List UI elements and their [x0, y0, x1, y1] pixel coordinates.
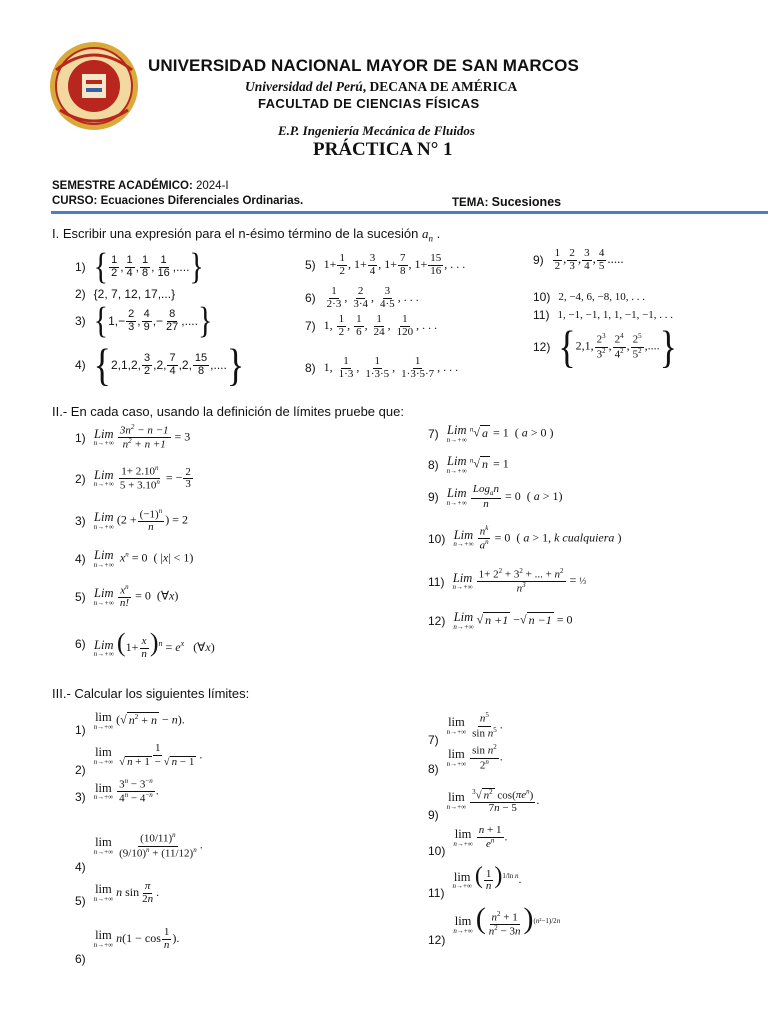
- limit-calc-8: 8) lim n→+∞ $\frac{\sin n^2}{2^n}$ .: [428, 743, 503, 776]
- university-seal-logo: [48, 40, 140, 132]
- limit-calc-2: 2) lim n→+∞ $\frac{1}{√ n + 1 - √ n - 1}$ .: [75, 742, 203, 777]
- limit-proof-12: 12) Lim n→+∞ √ n +1 −√ n −1 = 0: [428, 610, 573, 631]
- school-name: E.P. Ingeniería Mecánica de Fluidos: [278, 123, 475, 138]
- sequence-item-2: 2) {2, 7, 12, 17,...}: [75, 287, 176, 301]
- sequence-item-4: 4) { 2,1,2, $\frac{3}{2}$ ,2, $\frac{7}{4}$ ,2, $\frac{15}{8}$ ,.... }: [75, 340, 245, 390]
- section-2-title: II.- En cada caso, usando la definición de límites pruebe que:: [52, 404, 404, 419]
- sequence-item-8: 8) 1, $\frac{1}{1\cdot 3}$ , $\frac{1}{1\cdot 3\cdot 5}$ , $\frac{1}{1\cdot 3\cdot 5\cdot 7}$ , . . .: [305, 355, 459, 380]
- sequence-item-9: 9) $\frac{1}{2}$ , $\frac{2}{3}$ , $\frac{3}{4}$ , $\frac{4}{5}$ .....: [533, 247, 624, 272]
- limit-proof-6: 6) Lim n→+∞ (1+ $\frac{x}{n}$ )$^n = e^x$ (∀x): [75, 628, 215, 660]
- sequence-item-10: 10) 2, −4, 6, −8, 10, . . .: [533, 290, 646, 304]
- limit-calc-5: 5) lim n→+∞ n sin $\frac{\pi}{2n}$ .: [75, 879, 160, 908]
- sequence-item-12: 12) { 2,1, $\frac{2^3}{3^2}$ , $\frac{2^4}{4^2}$ , $\frac{2^5}{5^2}$ ,.... }: [533, 322, 677, 372]
- limit-proof-4: 4) Lim n→+∞ $x^n = 0$ ( |x| < 1): [75, 548, 194, 569]
- sequence-item-7: 7) 1, $\frac{1}{2}$ , $\frac{1}{6}$ , $\frac{1}{24}$ , $\frac{1}{120}$ , . . .: [305, 313, 438, 338]
- limit-proof-9: 9) Lim n→+∞ $\frac{Log_an}{n}$ = 0 ( a > 1): [428, 483, 563, 510]
- limit-calc-1: 1) lim n→+∞ (√ $n^2 + n - n$).: [75, 710, 185, 737]
- limit-calc-10: 10) lim n→+∞ $\frac{n + 1}{e^n}$ .: [428, 824, 508, 858]
- section-3-title: III.- Calcular los siguientes límites:: [52, 686, 250, 701]
- course-line: CURSO: Ecuaciones Diferenciales Ordinarias.: [52, 195, 304, 207]
- university-name: UNIVERSIDAD NACIONAL MAYOR DE SAN MARCOS: [148, 56, 579, 75]
- header-divider: [51, 211, 768, 214]
- semester-line: SEMESTRE ACADÉMICO: 2024-I: [52, 180, 229, 192]
- sequence-item-11: 11) 1, −1, −1, 1, 1, −1, −1, . . .: [533, 308, 674, 322]
- faculty-name: FACULTAD DE CIENCIAS FÍSICAS: [258, 96, 480, 111]
- limit-calc-9: 9) lim n→+∞ $\frac{^3√ n^2 \cos(\pi e^n)}{7n - 5}$ .: [428, 787, 540, 822]
- sequence-item-3: 3) { 1,− $\frac{2}{3}$ , $\frac{4}{9}$ ,− $\frac{8}{27}$ ,.... }: [75, 299, 213, 341]
- sequence-item-1: 1) { $\frac{1}{2}$ , $\frac{1}{4}$ , $\frac{1}{8}$ , $\frac{1}{16}$ ,.... }: [75, 245, 204, 287]
- limit-calc-4: 4) lim n→+∞ $\frac{(10/11)^n}{(9/10)^n + (11/12)^n}$ .: [75, 831, 203, 874]
- limit-proof-10: 10) Lim n→+∞ $\frac{n^k}{a^n}$ = 0 ( a > 1, k cualquiera ): [428, 524, 622, 552]
- limit-calc-7: 7) lim n→+∞ $\frac{n^5}{\sin n^5}$ .: [428, 711, 503, 747]
- limit-proof-3: 3) Lim n→+∞ (2 + $\frac{(-1)^n}{n}$ ) = 2: [75, 507, 188, 534]
- limit-proof-5: 5) Lim n→+∞ $\frac{x^n}{n!}$ = 0 (∀x): [75, 583, 179, 610]
- section-1-title: I. Escribir una expresión para el n-ésimo término de la sucesión $a_n$ .: [52, 226, 441, 244]
- sequence-item-6: 6) $\frac{1}{2\cdot 3}$ , $\frac{2}{3\cdot 4}$ , $\frac{3}{4\cdot 5}$ , . . .: [305, 285, 419, 310]
- limit-calc-6: 6) lim n→+∞ n(1 − cos $\frac{1}{n}$ ).: [75, 925, 180, 966]
- limit-proof-1: 1) Lim n→+∞ $\frac{3n^2 - n -1}{n^2 + n +1}$ = 3: [75, 423, 191, 451]
- practice-title: PRÁCTICA N° 1: [313, 139, 453, 160]
- limit-proof-2: 2) Lim n→+∞ $\frac{1+ 2.10^n}{5 + 3.10^n}$ = − $\frac{2}{3}$: [75, 464, 191, 492]
- limit-proof-8: 8) Lim n→+∞ $^n$√ n = 1: [428, 454, 509, 475]
- topic-line: TEMA: Sucesiones: [452, 195, 562, 209]
- limit-calc-3: 3) lim n→+∞ $\frac{3^n - 3^{-n}}{4^n - 4^{-n}}$ .: [75, 777, 159, 805]
- limit-proof-11: 11) Lim n→+∞ $\frac{1+ 2^2 + 3^2 + ... + n^2}{n^3}$ = ⅓: [428, 567, 587, 595]
- limit-calc-12: 12) lim n→+∞ ( $\frac{n^2 + 1}{n^2 - 3n}$ )$^{(n^2-1)/2n}$: [428, 901, 561, 947]
- university-subtitle: Universidad del Perú, DECANA DE AMÉRICA: [245, 79, 518, 94]
- limit-proof-7: 7) Lim n→+∞ $^n$√ a = 1 ( a > 0 ): [428, 423, 554, 444]
- limit-calc-11: 11) lim n→+∞ ( $\frac{1}{n}$ )$^{1/ln n}$.: [428, 863, 522, 900]
- sequence-item-5: 5) 1+ $\frac{1}{2}$ , 1+ $\frac{3}{4}$ , 1+ $\frac{7}{8}$ , 1+ $\frac{15}{16}$ , . . .: [305, 252, 466, 277]
